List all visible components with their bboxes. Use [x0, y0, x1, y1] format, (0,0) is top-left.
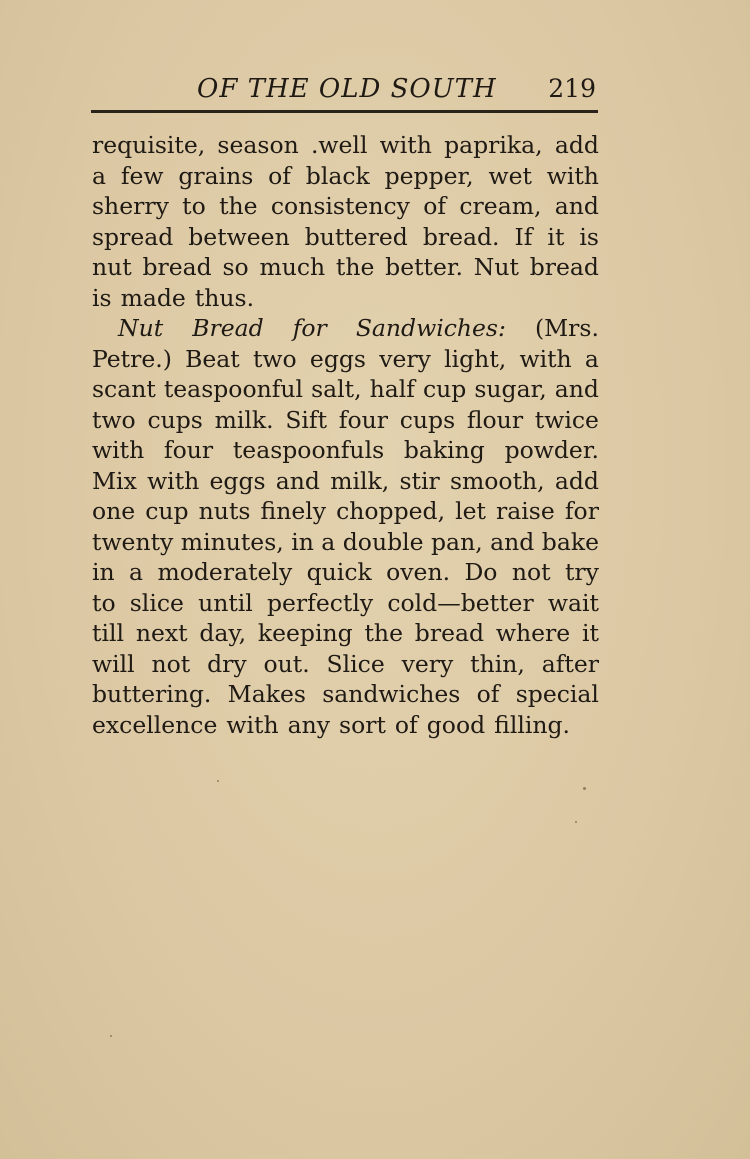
word: nut [92, 253, 132, 281]
paper-speck [110, 1035, 112, 1037]
word: the [219, 192, 258, 220]
word: a [129, 558, 144, 586]
word: filling. [494, 710, 571, 739]
word: Mix [92, 466, 137, 495]
word: and [554, 375, 599, 403]
paper-speck [217, 780, 219, 782]
word: consistency [270, 192, 410, 220]
word: two [252, 344, 297, 373]
word: try [564, 558, 599, 586]
word: in [291, 527, 314, 556]
header-rule [91, 110, 598, 113]
word: wait [547, 588, 599, 617]
text-line [92, 710, 599, 741]
word: with [379, 131, 432, 159]
word: the [364, 619, 403, 647]
word: of [394, 710, 418, 739]
recipe-title-word: Bread [192, 314, 264, 342]
word: not [151, 649, 191, 678]
word: of [268, 161, 291, 190]
word: Do [464, 558, 498, 586]
word: four [338, 405, 389, 434]
word: will [92, 649, 135, 678]
word: add [554, 131, 599, 159]
recipe-title-word: for [292, 314, 327, 342]
word: after [541, 649, 599, 678]
word: buttering. [92, 680, 212, 708]
word: stir [399, 466, 440, 495]
word: for [564, 497, 599, 525]
word: twenty [92, 527, 174, 556]
text-line [92, 252, 599, 283]
word: minutes, [180, 527, 284, 556]
word: half [369, 375, 415, 403]
word: black [305, 161, 370, 190]
word: light, [444, 344, 507, 373]
word: in [92, 558, 115, 586]
body-text [92, 130, 599, 740]
running-head [92, 70, 598, 108]
word: cold—better [387, 588, 534, 617]
text-line [92, 161, 599, 192]
word: until [198, 588, 253, 617]
word: made [120, 283, 186, 312]
text-line [92, 374, 599, 405]
word: where [495, 619, 571, 647]
word: to [92, 588, 116, 617]
word: salt, [311, 375, 362, 403]
word: baking [403, 436, 485, 464]
word: double [342, 527, 424, 556]
text-line [92, 191, 599, 222]
word: special [515, 680, 599, 708]
text-line [92, 496, 599, 527]
word: bread [529, 253, 599, 281]
recipe-title-word: Sandwiches: [355, 314, 506, 342]
word: eggs [309, 344, 366, 373]
word: sandwiches [322, 680, 461, 708]
word: cream, [459, 192, 542, 220]
word: with [92, 436, 145, 464]
word: any [287, 710, 331, 739]
word: two [92, 405, 136, 434]
paper-speck [575, 821, 577, 823]
word: raise [496, 497, 555, 525]
word: cups [399, 405, 456, 434]
word: If [514, 222, 533, 251]
word: teaspoonfuls [232, 436, 385, 464]
text-line [92, 557, 599, 588]
word: and [275, 466, 320, 495]
text-line [92, 618, 599, 649]
word: it [547, 222, 565, 251]
word: with [546, 161, 599, 190]
word: flour [466, 405, 524, 434]
text-line [92, 679, 599, 710]
word: bread [414, 619, 485, 647]
word: Nut [473, 253, 519, 281]
text-line [92, 527, 599, 558]
word: very [379, 344, 431, 373]
word: paprika, [444, 131, 543, 159]
word: thus. [194, 283, 255, 312]
word: sherry [92, 192, 169, 220]
word: four [163, 436, 214, 464]
word: add [554, 466, 599, 495]
word: one [92, 497, 136, 525]
word: teaspoonful [163, 375, 304, 403]
text-line [92, 435, 599, 466]
word: milk. [214, 405, 274, 434]
word: Slice [326, 649, 385, 678]
word: chopped, [336, 497, 446, 525]
word: eggs [209, 466, 266, 495]
recipe-title-word: Nut [118, 314, 164, 342]
word: (Mrs. [534, 314, 599, 342]
word: powder. [504, 436, 599, 464]
word: Makes [227, 680, 306, 708]
word: bread [142, 253, 212, 281]
word: out. [263, 649, 310, 678]
text-line [92, 344, 599, 375]
word: very [401, 649, 454, 678]
word: excellence [92, 710, 218, 739]
word: is [579, 222, 599, 251]
word: thin, [470, 649, 525, 678]
word: with [519, 344, 572, 373]
word: better. [385, 253, 464, 281]
word: milk, [330, 466, 390, 495]
word: requisite, [92, 131, 206, 159]
word: Sift [285, 405, 328, 434]
word: quick [306, 558, 372, 586]
word: a [92, 161, 107, 190]
word: few [120, 161, 164, 190]
word: good [426, 710, 486, 739]
running-title: OF THE OLD SOUTH [197, 74, 497, 104]
word: till [92, 619, 124, 647]
word: a [321, 527, 336, 556]
word: sort [339, 710, 386, 739]
word: cup [422, 375, 467, 403]
word: Beat [185, 344, 240, 373]
word: of [423, 192, 447, 220]
word: smooth, [449, 466, 545, 495]
word: sugar, [474, 375, 547, 403]
word: and [490, 527, 535, 556]
word: bake [541, 527, 599, 556]
word: slice [129, 588, 184, 617]
word: so [222, 253, 249, 281]
text-line [92, 283, 599, 314]
word: with [226, 710, 279, 739]
word: to [182, 192, 206, 220]
text-line [92, 466, 599, 497]
word: spread [92, 222, 174, 251]
word: day, [199, 619, 247, 647]
word: not [511, 558, 551, 586]
word: bread. [422, 222, 500, 251]
word: pepper, [384, 161, 474, 190]
word: of [476, 680, 500, 708]
paper-speck [583, 787, 586, 790]
word: cups [147, 405, 203, 434]
word: next [135, 619, 188, 647]
word: let [455, 497, 486, 525]
word: with [147, 466, 200, 495]
text-line [92, 130, 599, 161]
text-line [92, 222, 599, 253]
word: wet [488, 161, 532, 190]
text-line [92, 649, 599, 680]
word: grains [178, 161, 254, 190]
word: dry [207, 649, 247, 678]
word: and [554, 192, 599, 220]
word: between [188, 222, 290, 251]
word: season [217, 131, 299, 159]
word: pan, [431, 527, 483, 556]
word: finely [260, 497, 327, 525]
word: it [581, 619, 599, 647]
word: scant [92, 375, 156, 403]
word: perfectly [266, 588, 374, 617]
recipe-heading-line [92, 313, 599, 344]
word: Petre.) [92, 344, 172, 373]
text-line [92, 588, 599, 619]
word: the [335, 253, 375, 281]
text-line [92, 405, 599, 436]
word: oven. [386, 558, 451, 586]
word: cup [145, 497, 189, 525]
word: much [259, 253, 326, 281]
word: is [92, 283, 112, 312]
word: buttered [304, 222, 408, 251]
word: keeping [257, 619, 353, 647]
word: twice [534, 405, 599, 434]
page-number: 219 [548, 74, 596, 103]
word: a [584, 344, 599, 373]
word: .well [310, 131, 368, 159]
word: moderately [157, 558, 293, 586]
word: nuts [198, 497, 251, 525]
